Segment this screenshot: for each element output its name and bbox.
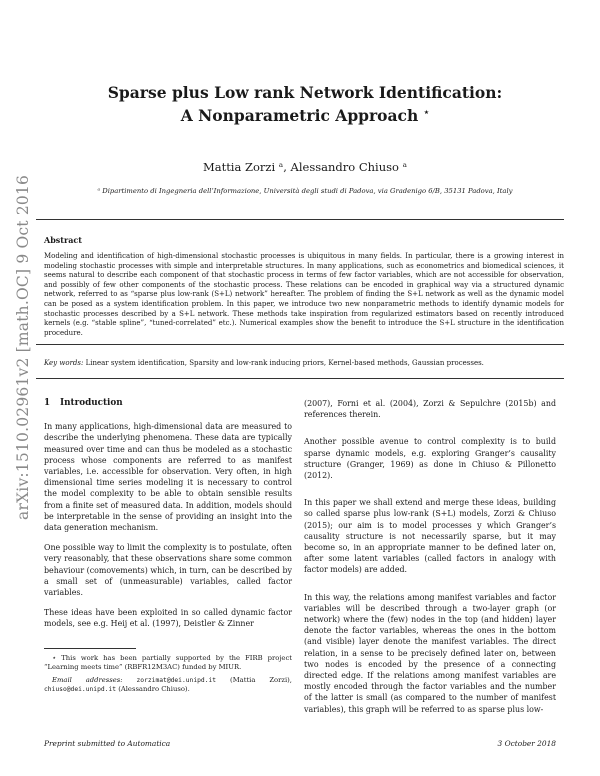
email-note: Email addresses: zorzimat@dei.unipd.it (Mattia Zorzi), chiuso@dei.unipd.it (Alessandro Chiuso). bbox=[44, 676, 292, 693]
left-column bbox=[44, 398, 292, 630]
title-line-1: Sparse plus Low rank Network Identification: bbox=[107, 83, 503, 102]
title-footnote-star: ⋆ bbox=[423, 108, 430, 118]
intro-paragraph-1: In many applications, high-dimensional data are measured to describe the underlying phenomena. These data are typically measured over time and can thus be modeled as a stochastic process whose components are referred to as manifest variables, i.e. accessible for observation. Very often, in high dimensional time series modeling it is necessary to control the model complexity to be able to obtain sensible results from a finite set of measured data. In addition, models should be interpretable in the sense of providing an insight into the data generation mechanism. bbox=[44, 422, 292, 533]
right-paragraph-2: In this paper we shall extend and merge these ideas, building so called sparse plus low-rank (S+L) models, Zorzi & Chiuso (2015); our aim is to model processes y which Granger’s causality structure is not necessarily sparse, but it may become so, in an appropriate manner to be defined later on, after some latent variables (called factors in analogy with factor models) are added. bbox=[304, 498, 556, 575]
abstract-text: Modeling and identification of high-dimensional stochastic processes is ubiquitous in many fields. In particular, there is a growing interest in modeling stochastic processes with simple and interpretable structures. In many applications, such as econometrics and biomedical sciences, it seems natural to describe each component of that stochastic process in terms of few factor variables, which are not accessible for observation, and possibly of few other components of the stochastic process. These relations can be encoded in graphical way via a structured dynamic network, referred to as “sparse plus low-rank (S+L) network” hereafter. The problem of finding the S+L network as well as the dynamic model can be posed as a system identification problem. In this paper, we introduce two new nonparametric methods to identify dynamic models for stochastic processes described by a S+L network. These methods take inspiration from regularized estimators based on recently introduced kernels (e.g. “stable spline”, “tuned-correlated” etc.). Numerical examples show the benefit to introduce the S+L structure in the identification procedure. bbox=[44, 252, 564, 337]
abstract-bottom-rule bbox=[36, 344, 564, 345]
email-link-zorzi[interactable]: zorzimat@dei.unipd.it bbox=[136, 677, 217, 684]
arxiv-identifier: arXiv:1510.02961v2 [math.OC] 9 Oct 2016 bbox=[14, 174, 32, 520]
keywords-label: Key words: bbox=[44, 359, 84, 367]
footnote bbox=[44, 654, 292, 694]
keywords bbox=[44, 359, 564, 369]
footer-journal: Preprint submitted to Automatica bbox=[44, 739, 171, 748]
section-number: 1 bbox=[44, 398, 51, 408]
email-link-chiuso[interactable]: chiuso@dei.unipd.it bbox=[44, 686, 117, 693]
abstract-top-rule bbox=[36, 219, 564, 220]
intro-paragraph-2: One possible way to limit the complexity is to postulate, often very reasonably, that these observations share some common behaviour (comovements) which, in turn, can be described by a small set of (unmeasurable) variables, called factor variables. bbox=[44, 543, 292, 598]
keywords-text: Linear system identification, Sparsity and low-rank inducing priors, Kernel-based methods, Gaussian processes. bbox=[85, 359, 484, 367]
affiliation: ᵃ Dipartimento di Ingegneria dell’Informazione, Università degli studi di Padova, via Gradenigo 6/B, 35131 Padova, Italy bbox=[97, 187, 513, 195]
section-title: Introduction bbox=[60, 398, 123, 408]
title-line-2: A Nonparametric Approach ⋆ bbox=[180, 106, 430, 126]
authors: Mattia Zorzi ᵃ, Alessandro Chiuso ᵃ bbox=[202, 160, 408, 174]
abstract-heading: Abstract bbox=[44, 235, 82, 245]
keywords-rule bbox=[36, 378, 564, 379]
right-paragraph-1: Another possible avenue to control complexity is to build sparse dynamic models, e.g. exploring Granger’s causality structure (Granger, 1969) as done in Chiuso & Pillonetto (2012). bbox=[304, 437, 556, 481]
intro-paragraph-3: These ideas have been exploited in so called dynamic factor models, see e.g. Heij et al. (1997), Deistler & Zinner bbox=[44, 608, 292, 629]
section-heading bbox=[44, 398, 292, 409]
funding-note: ⋆ This work has been partially supported by the FIRB project “Learning meets time” (RBFR12M3AC) funded by MIUR. bbox=[44, 654, 292, 671]
footnote-rule bbox=[44, 648, 136, 649]
right-column bbox=[304, 398, 556, 715]
paper-title bbox=[60, 82, 550, 126]
footer-date: 3 October 2018 bbox=[497, 739, 556, 748]
right-paragraph-0: (2007), Forni et al. (2004), Zorzi & Sepulchre (2015b) and references therein. bbox=[304, 399, 556, 420]
right-paragraph-3: In this way, the relations among manifest variables and factor variables will be described through a two-layer graph (or network) where the (few) nodes in the top (and hidden) layer denote the factor variables, whereas the ones in the bottom (and visible) layer denote the manifest variables. The direct relation, in a sense to be precisely defined later on, between two nodes is encoded by the presence of a connecting directed edge. If the relations among manifest variables are mostly encoded through the factor variables and the number of the latter is small (as compared to the number of manifest variables), this graph will be referred to as sparse plus low- bbox=[304, 592, 556, 714]
